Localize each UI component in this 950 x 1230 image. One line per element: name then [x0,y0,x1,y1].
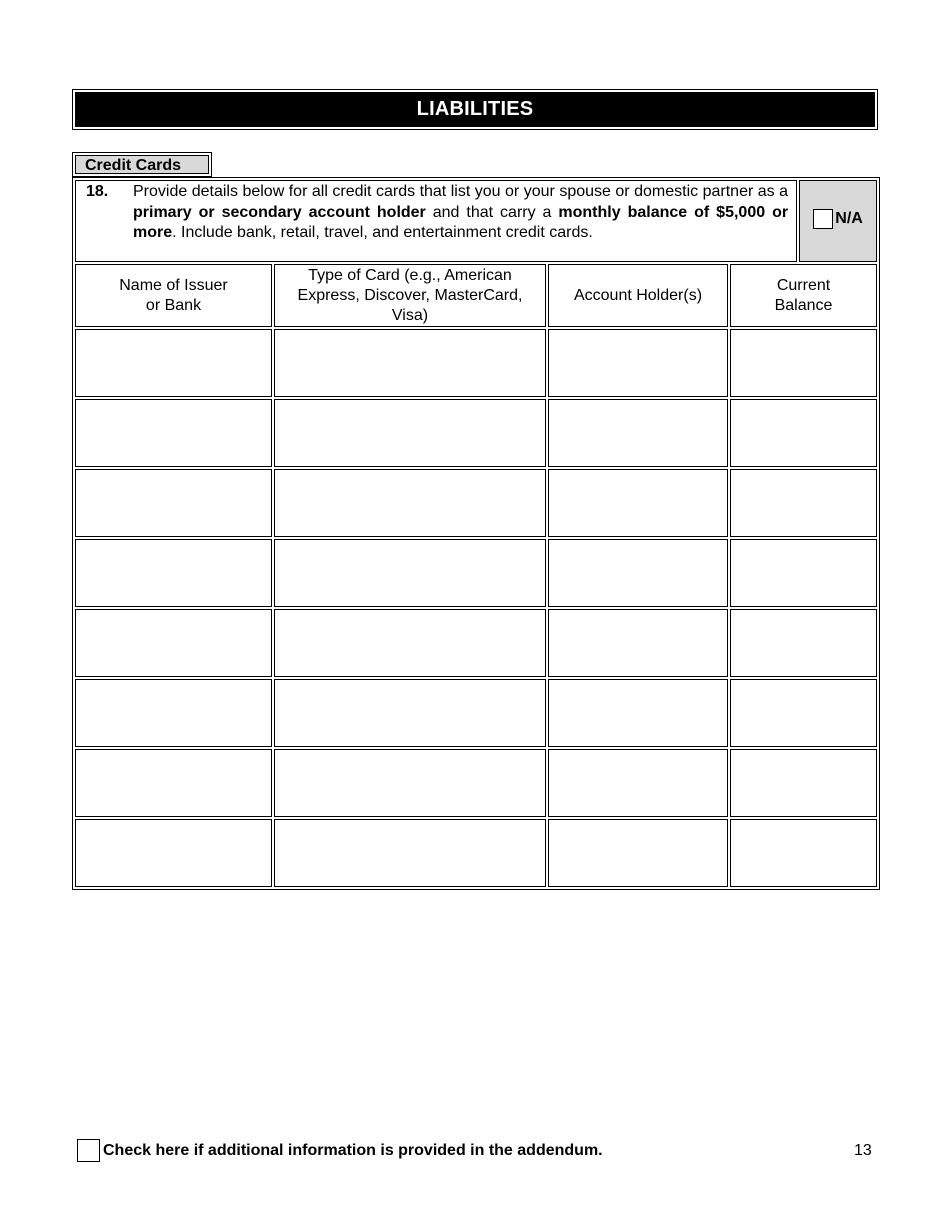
entry-rows [75,329,877,887]
question-text-segment: . Include bank, retail, travel, and entertainment credit cards. [172,224,593,241]
entry-cell-card-type[interactable] [274,469,546,537]
table-row [75,399,877,467]
addendum-option[interactable] [77,1139,603,1162]
question-cell [75,180,797,262]
column-header-issuer: Name of Issuer or Bank [75,264,272,327]
table-row [75,469,877,537]
entry-cell-issuer[interactable] [75,539,272,607]
entry-cell-current-balance[interactable] [730,539,877,607]
question-text-segment: and that carry a [425,203,559,221]
question-number: 18. [86,183,109,200]
entry-cell-issuer[interactable] [75,679,272,747]
entry-cell-account-holders[interactable] [548,749,728,817]
column-header-card-type: Type of Card (e.g., American Express, Discover, MasterCard, Visa) [274,264,546,327]
entry-cell-account-holders[interactable] [548,679,728,747]
column-header-current-balance: Current Balance [730,264,877,327]
entry-cell-current-balance[interactable] [730,399,877,467]
entry-cell-current-balance[interactable] [730,329,877,397]
entry-cell-issuer[interactable] [75,609,272,677]
subsection-tab [72,152,212,177]
question-text-segment: primary or secondary account holder [133,203,426,221]
na-cell [799,180,877,262]
table-row [75,679,877,747]
na-checkbox[interactable] [813,209,833,229]
entry-cell-card-type[interactable] [274,609,546,677]
addendum-label: Check here if additional information is provided in the addendum. [103,1141,603,1159]
question-text [133,182,788,244]
entry-cell-card-type[interactable] [274,749,546,817]
entry-cell-card-type[interactable] [274,679,546,747]
addendum-checkbox[interactable] [77,1139,100,1162]
entry-cell-account-holders[interactable] [548,819,728,887]
section-title: LIABILITIES [75,92,875,127]
page-number: 13 [854,1142,872,1159]
table-row [75,819,877,887]
na-label: N/A [835,209,863,227]
entry-cell-issuer[interactable] [75,749,272,817]
entry-cell-current-balance[interactable] [730,749,877,817]
table-row [75,539,877,607]
entry-cell-current-balance[interactable] [730,609,877,677]
credit-cards-table [72,177,880,890]
entry-cell-current-balance[interactable] [730,469,877,537]
entry-cell-card-type[interactable] [274,539,546,607]
entry-cell-issuer[interactable] [75,469,272,537]
entry-cell-account-holders[interactable] [548,399,728,467]
entry-cell-card-type[interactable] [274,819,546,887]
question-text-segment: monthly balance of $5,000 or more [133,203,789,241]
column-header-row [75,264,877,327]
entry-cell-account-holders[interactable] [548,609,728,677]
entry-cell-account-holders[interactable] [548,469,728,537]
question-row [75,180,877,262]
entry-cell-current-balance[interactable] [730,679,877,747]
entry-cell-current-balance[interactable] [730,819,877,887]
subsection-tab-label: Credit Cards [75,155,209,174]
table-row [75,749,877,817]
entry-cell-account-holders[interactable] [548,329,728,397]
entry-cell-account-holders[interactable] [548,539,728,607]
section-title-bar [72,89,878,130]
table-row [75,609,877,677]
entry-cell-issuer[interactable] [75,399,272,467]
column-header-account-holders: Account Holder(s) [548,264,728,327]
entry-cell-issuer[interactable] [75,819,272,887]
entry-cell-card-type[interactable] [274,329,546,397]
entry-cell-card-type[interactable] [274,399,546,467]
entry-cell-issuer[interactable] [75,329,272,397]
table-row [75,329,877,397]
na-option[interactable] [813,209,863,229]
question-text-segment: Provide details below for all credit cards that list you or your spouse or domestic partner as a [133,183,789,200]
